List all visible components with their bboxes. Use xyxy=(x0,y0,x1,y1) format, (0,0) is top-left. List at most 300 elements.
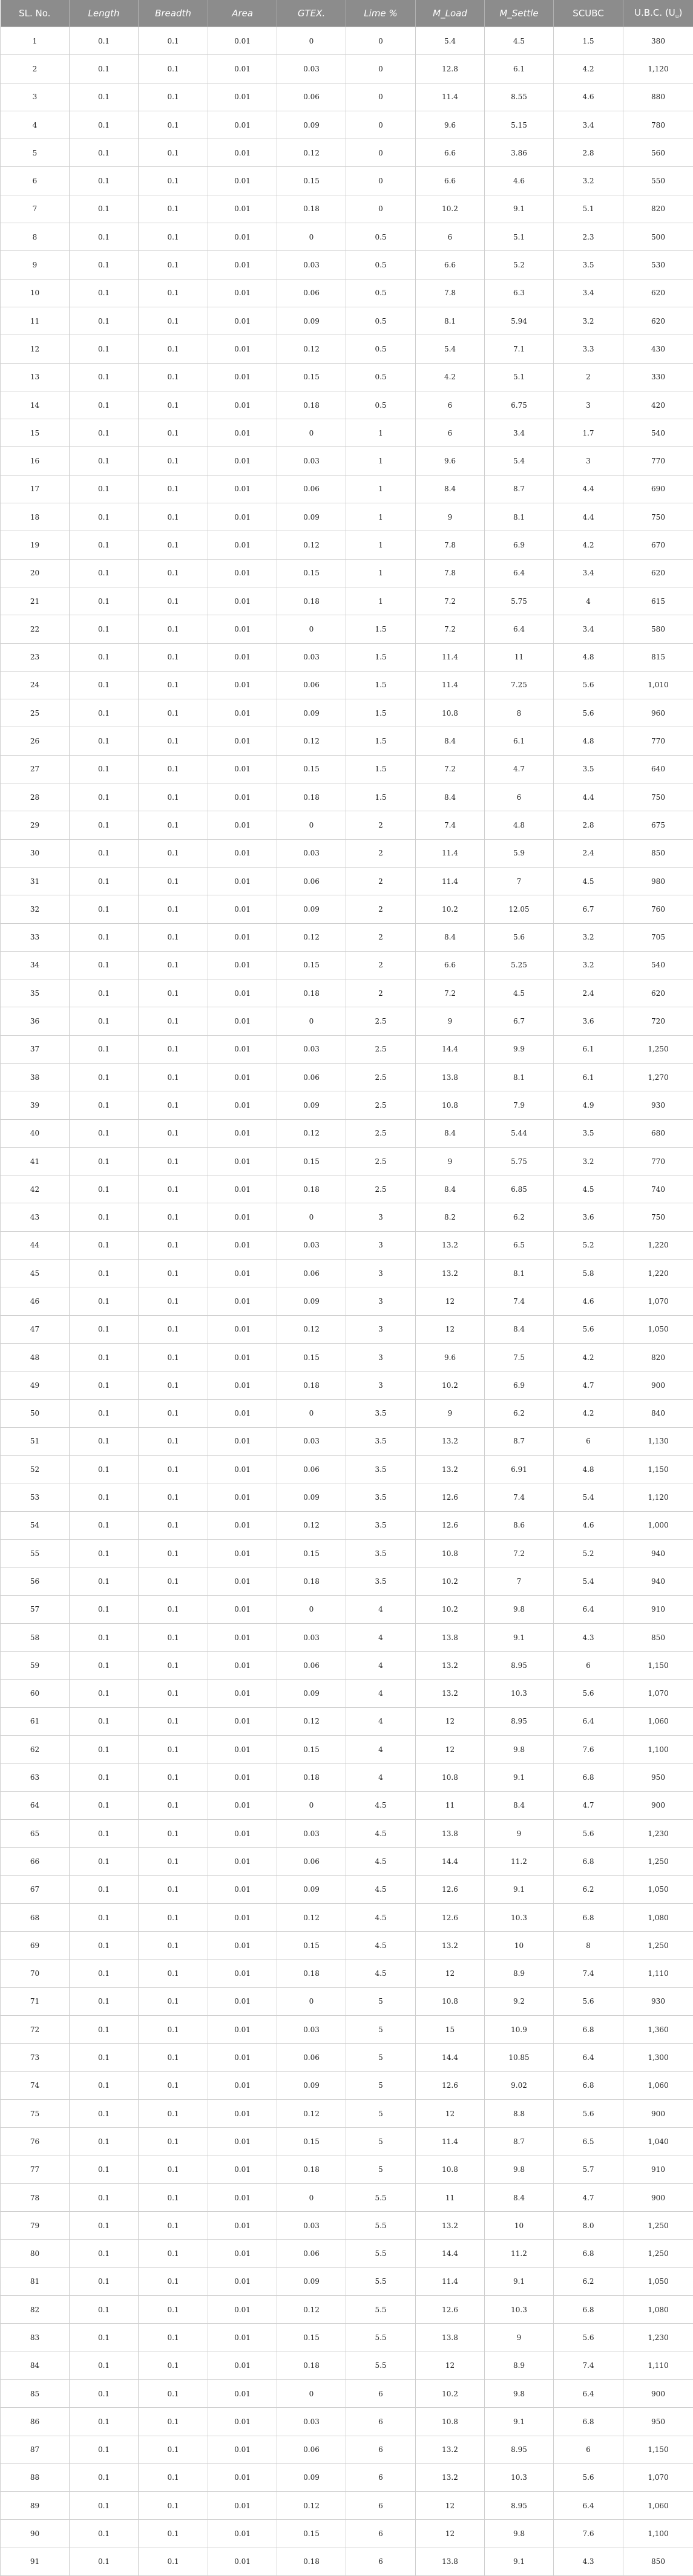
cell-breadth: 0.1 xyxy=(139,223,208,251)
table-row xyxy=(1,1035,693,1063)
cell-m-settle: 8.8 xyxy=(485,2099,554,2127)
cell-ubc: 1,250 xyxy=(623,2240,693,2267)
table-row xyxy=(1,2548,693,2575)
table-row xyxy=(1,1875,693,1903)
cell-length: 0.1 xyxy=(70,979,139,1007)
cell-scubc: 7.6 xyxy=(554,2520,623,2548)
cell-area: 0.01 xyxy=(208,1820,277,1848)
cell-lime-percent: 1.5 xyxy=(346,755,416,783)
cell-ubc: 750 xyxy=(623,783,693,811)
cell-ubc: 1,100 xyxy=(623,1736,693,1764)
cell-breadth: 0.1 xyxy=(139,783,208,811)
cell-gtex: 0.18 xyxy=(277,1175,346,1203)
cell-gtex: 0.18 xyxy=(277,2548,346,2575)
cell-lime-percent: 4.5 xyxy=(346,1960,416,1987)
cell-breadth: 0.1 xyxy=(139,2520,208,2548)
cell-breadth: 0.1 xyxy=(139,1343,208,1371)
cell-m-settle: 7.4 xyxy=(485,1483,554,1511)
cell-sl-no: 75 xyxy=(1,2099,70,2127)
cell-lime-percent: 4 xyxy=(346,1652,416,1679)
cell-m-load: 13.8 xyxy=(416,2548,485,2575)
cell-m-settle: 11.2 xyxy=(485,1848,554,1875)
table-row xyxy=(1,1399,693,1427)
cell-sl-no: 73 xyxy=(1,2044,70,2071)
cell-ubc: 680 xyxy=(623,1119,693,1147)
cell-breadth: 0.1 xyxy=(139,811,208,839)
cell-breadth: 0.1 xyxy=(139,1456,208,1483)
cell-ubc: 1,100 xyxy=(623,2520,693,2548)
cell-gtex: 0.03 xyxy=(277,839,346,867)
cell-m-settle: 6.4 xyxy=(485,615,554,643)
cell-gtex: 0.09 xyxy=(277,111,346,139)
table-row xyxy=(1,1091,693,1119)
cell-lime-percent: 0 xyxy=(346,195,416,223)
header-sl-no: SL. No. xyxy=(1,0,70,27)
cell-length: 0.1 xyxy=(70,1987,139,2015)
cell-length: 0.1 xyxy=(70,2379,139,2407)
cell-lime-percent: 3 xyxy=(346,1260,416,1287)
cell-scubc: 3.3 xyxy=(554,335,623,363)
cell-m-load: 6.6 xyxy=(416,951,485,979)
cell-m-load: 14.4 xyxy=(416,2044,485,2071)
cell-lime-percent: 1 xyxy=(346,587,416,615)
table-row xyxy=(1,307,693,335)
cell-gtex: 0.12 xyxy=(277,923,346,951)
cell-length: 0.1 xyxy=(70,55,139,83)
cell-length: 0.1 xyxy=(70,335,139,363)
table-row xyxy=(1,1764,693,1791)
cell-length: 0.1 xyxy=(70,1007,139,1035)
cell-ubc: 1,040 xyxy=(623,2128,693,2156)
cell-ubc: 1,060 xyxy=(623,2071,693,2099)
cell-m-load: 5.4 xyxy=(416,335,485,363)
cell-sl-no: 7 xyxy=(1,195,70,223)
cell-m-settle: 10.3 xyxy=(485,1903,554,1931)
cell-area: 0.01 xyxy=(208,811,277,839)
cell-sl-no: 56 xyxy=(1,1568,70,1595)
cell-scubc: 6.4 xyxy=(554,2044,623,2071)
cell-sl-no: 69 xyxy=(1,1932,70,1960)
cell-m-settle: 7.25 xyxy=(485,671,554,699)
cell-m-load: 10.8 xyxy=(416,2156,485,2183)
cell-m-load: 13.2 xyxy=(416,1932,485,1960)
cell-m-load: 10.2 xyxy=(416,195,485,223)
cell-m-settle: 4.7 xyxy=(485,755,554,783)
cell-ubc: 430 xyxy=(623,335,693,363)
cell-length: 0.1 xyxy=(70,1791,139,1819)
cell-m-settle: 9 xyxy=(485,2324,554,2352)
table-row xyxy=(1,1315,693,1343)
cell-sl-no: 21 xyxy=(1,587,70,615)
cell-area: 0.01 xyxy=(208,2436,277,2463)
cell-m-settle: 9.1 xyxy=(485,1764,554,1791)
cell-area: 0.01 xyxy=(208,1315,277,1343)
cell-breadth: 0.1 xyxy=(139,2379,208,2407)
cell-ubc: 940 xyxy=(623,1568,693,1595)
cell-length: 0.1 xyxy=(70,643,139,671)
table-row xyxy=(1,1147,693,1175)
cell-area: 0.01 xyxy=(208,2099,277,2127)
cell-ubc: 540 xyxy=(623,419,693,447)
cell-ubc: 1,230 xyxy=(623,2324,693,2352)
table-row xyxy=(1,139,693,167)
cell-gtex: 0.18 xyxy=(277,1960,346,1987)
cell-sl-no: 5 xyxy=(1,139,70,167)
cell-m-load: 9 xyxy=(416,1399,485,1427)
cell-breadth: 0.1 xyxy=(139,2352,208,2379)
cell-area: 0.01 xyxy=(208,2071,277,2099)
cell-sl-no: 82 xyxy=(1,2296,70,2324)
cell-ubc: 1,070 xyxy=(623,1679,693,1707)
cell-breadth: 0.1 xyxy=(139,1511,208,1539)
cell-m-settle: 8.95 xyxy=(485,1652,554,1679)
cell-breadth: 0.1 xyxy=(139,1568,208,1595)
cell-ubc: 850 xyxy=(623,2548,693,2575)
table-row xyxy=(1,2492,693,2520)
cell-area: 0.01 xyxy=(208,1791,277,1819)
cell-area: 0.01 xyxy=(208,2128,277,2156)
cell-lime-percent: 2.5 xyxy=(346,1147,416,1175)
cell-m-load: 12.6 xyxy=(416,1903,485,1931)
cell-gtex: 0.09 xyxy=(277,503,346,531)
cell-length: 0.1 xyxy=(70,1343,139,1371)
cell-m-settle: 6.2 xyxy=(485,1203,554,1231)
cell-lime-percent: 2.5 xyxy=(346,1175,416,1203)
cell-m-settle: 9.1 xyxy=(485,195,554,223)
cell-scubc: 2.8 xyxy=(554,139,623,167)
cell-m-settle: 6.75 xyxy=(485,391,554,419)
cell-m-settle: 4.6 xyxy=(485,167,554,195)
cell-lime-percent: 0 xyxy=(346,167,416,195)
cell-lime-percent: 1.5 xyxy=(346,783,416,811)
cell-area: 0.01 xyxy=(208,279,277,307)
cell-area: 0.01 xyxy=(208,1679,277,1707)
cell-m-load: 12.6 xyxy=(416,1511,485,1539)
cell-lime-percent: 1 xyxy=(346,419,416,447)
table-row xyxy=(1,1707,693,1735)
header-length: Length xyxy=(70,0,139,27)
cell-lime-percent: 6 xyxy=(346,2463,416,2491)
cell-length: 0.1 xyxy=(70,1287,139,1315)
cell-scubc: 3.2 xyxy=(554,923,623,951)
cell-length: 0.1 xyxy=(70,1231,139,1259)
header-lime-percent: Lime % xyxy=(346,0,416,27)
cell-breadth: 0.1 xyxy=(139,2044,208,2071)
cell-m-load: 11.4 xyxy=(416,839,485,867)
cell-lime-percent: 2 xyxy=(346,923,416,951)
cell-sl-no: 64 xyxy=(1,1791,70,1819)
table-row xyxy=(1,979,693,1007)
cell-sl-no: 85 xyxy=(1,2379,70,2407)
cell-area: 0.01 xyxy=(208,1623,277,1651)
cell-breadth: 0.1 xyxy=(139,2099,208,2127)
cell-ubc: 1,110 xyxy=(623,2352,693,2379)
cell-breadth: 0.1 xyxy=(139,923,208,951)
cell-m-settle: 5.1 xyxy=(485,363,554,391)
cell-lime-percent: 4 xyxy=(346,1764,416,1791)
cell-sl-no: 3 xyxy=(1,83,70,111)
cell-m-load: 12 xyxy=(416,2352,485,2379)
cell-m-settle: 6.4 xyxy=(485,559,554,587)
cell-ubc: 820 xyxy=(623,195,693,223)
cell-area: 0.01 xyxy=(208,2379,277,2407)
cell-lime-percent: 4.5 xyxy=(346,1820,416,1848)
cell-sl-no: 44 xyxy=(1,1231,70,1259)
cell-gtex: 0.15 xyxy=(277,167,346,195)
cell-gtex: 0.15 xyxy=(277,2520,346,2548)
cell-sl-no: 43 xyxy=(1,1203,70,1231)
cell-length: 0.1 xyxy=(70,2492,139,2520)
table-row xyxy=(1,1007,693,1035)
cell-breadth: 0.1 xyxy=(139,195,208,223)
cell-m-settle: 7.5 xyxy=(485,1343,554,1371)
cell-lime-percent: 5.5 xyxy=(346,2183,416,2211)
table-body xyxy=(1,27,693,2576)
cell-m-load: 10.8 xyxy=(416,1987,485,2015)
cell-gtex: 0.18 xyxy=(277,1764,346,1791)
cell-breadth: 0.1 xyxy=(139,1483,208,1511)
cell-ubc: 1,060 xyxy=(623,1707,693,1735)
cell-m-load: 7.4 xyxy=(416,811,485,839)
cell-scubc: 3.4 xyxy=(554,279,623,307)
cell-m-load: 13.2 xyxy=(416,2212,485,2240)
cell-gtex: 0.15 xyxy=(277,1343,346,1371)
cell-gtex: 0.03 xyxy=(277,2408,346,2436)
cell-ubc: 910 xyxy=(623,1595,693,1623)
cell-lime-percent: 1.5 xyxy=(346,699,416,727)
cell-breadth: 0.1 xyxy=(139,1903,208,1931)
cell-sl-no: 66 xyxy=(1,1848,70,1875)
cell-gtex: 0.06 xyxy=(277,2436,346,2463)
cell-sl-no: 6 xyxy=(1,167,70,195)
cell-m-settle: 7 xyxy=(485,1568,554,1595)
cell-ubc: 640 xyxy=(623,755,693,783)
cell-breadth: 0.1 xyxy=(139,1987,208,2015)
cell-breadth: 0.1 xyxy=(139,1091,208,1119)
cell-area: 0.01 xyxy=(208,2408,277,2436)
cell-m-load: 12 xyxy=(416,1736,485,1764)
cell-area: 0.01 xyxy=(208,27,277,55)
cell-gtex: 0.03 xyxy=(277,2212,346,2240)
cell-area: 0.01 xyxy=(208,2016,277,2044)
cell-gtex: 0.12 xyxy=(277,1315,346,1343)
cell-length: 0.1 xyxy=(70,1091,139,1119)
cell-gtex: 0 xyxy=(277,27,346,55)
cell-sl-no: 60 xyxy=(1,1679,70,1707)
cell-ubc: 1,000 xyxy=(623,1511,693,1539)
cell-sl-no: 42 xyxy=(1,1175,70,1203)
cell-breadth: 0.1 xyxy=(139,55,208,83)
cell-m-settle: 8.95 xyxy=(485,2492,554,2520)
cell-scubc: 6.8 xyxy=(554,1848,623,1875)
table-row xyxy=(1,251,693,279)
cell-m-settle: 9.9 xyxy=(485,1035,554,1063)
cell-m-settle: 5.94 xyxy=(485,307,554,335)
cell-length: 0.1 xyxy=(70,1707,139,1735)
cell-m-settle: 8.7 xyxy=(485,2128,554,2156)
cell-scubc: 4.2 xyxy=(554,531,623,559)
cell-area: 0.01 xyxy=(208,1652,277,1679)
cell-gtex: 0.06 xyxy=(277,1848,346,1875)
cell-m-settle: 9.1 xyxy=(485,2548,554,2575)
cell-length: 0.1 xyxy=(70,363,139,391)
cell-lime-percent: 5 xyxy=(346,2044,416,2071)
cell-sl-no: 40 xyxy=(1,1119,70,1147)
table-row xyxy=(1,1623,693,1651)
cell-sl-no: 58 xyxy=(1,1623,70,1651)
cell-breadth: 0.1 xyxy=(139,1932,208,1960)
cell-m-load: 9 xyxy=(416,1007,485,1035)
cell-m-settle: 5.75 xyxy=(485,1147,554,1175)
cell-scubc: 5.2 xyxy=(554,1540,623,1568)
cell-length: 0.1 xyxy=(70,531,139,559)
cell-lime-percent: 3 xyxy=(346,1371,416,1399)
cell-m-settle: 9.1 xyxy=(485,2267,554,2295)
cell-gtex: 0 xyxy=(277,1007,346,1035)
cell-area: 0.01 xyxy=(208,867,277,895)
cell-m-settle: 9.8 xyxy=(485,2520,554,2548)
cell-gtex: 0.15 xyxy=(277,755,346,783)
cell-breadth: 0.1 xyxy=(139,1260,208,1287)
cell-length: 0.1 xyxy=(70,1903,139,1931)
cell-ubc: 930 xyxy=(623,1091,693,1119)
cell-length: 0.1 xyxy=(70,811,139,839)
cell-gtex: 0.12 xyxy=(277,2099,346,2127)
cell-ubc: 1,360 xyxy=(623,2016,693,2044)
table-row xyxy=(1,2408,693,2436)
cell-ubc: 1,060 xyxy=(623,2492,693,2520)
cell-m-settle: 3.86 xyxy=(485,139,554,167)
cell-area: 0.01 xyxy=(208,1540,277,1568)
cell-area: 0.01 xyxy=(208,1848,277,1875)
cell-area: 0.01 xyxy=(208,83,277,111)
cell-lime-percent: 2 xyxy=(346,979,416,1007)
cell-area: 0.01 xyxy=(208,671,277,699)
cell-ubc: 705 xyxy=(623,923,693,951)
cell-lime-percent: 1 xyxy=(346,531,416,559)
cell-gtex: 0.06 xyxy=(277,671,346,699)
cell-scubc: 2.4 xyxy=(554,839,623,867)
header-scubc: SCUBC xyxy=(554,0,623,27)
cell-m-load: 8.4 xyxy=(416,475,485,503)
cell-area: 0.01 xyxy=(208,1764,277,1791)
cell-breadth: 0.1 xyxy=(139,2492,208,2520)
cell-breadth: 0.1 xyxy=(139,1875,208,1903)
cell-m-settle: 5.1 xyxy=(485,223,554,251)
table-row xyxy=(1,1903,693,1931)
cell-m-load: 6.6 xyxy=(416,251,485,279)
cell-lime-percent: 2.5 xyxy=(346,1119,416,1147)
cell-ubc: 1,250 xyxy=(623,1848,693,1875)
cell-gtex: 0.03 xyxy=(277,1820,346,1848)
cell-breadth: 0.1 xyxy=(139,391,208,419)
cell-scubc: 4.3 xyxy=(554,1623,623,1651)
cell-area: 0.01 xyxy=(208,1231,277,1259)
cell-m-load: 11.4 xyxy=(416,867,485,895)
header-ubc-subscript: u xyxy=(675,14,679,20)
cell-gtex: 0.09 xyxy=(277,699,346,727)
cell-area: 0.01 xyxy=(208,1568,277,1595)
cell-scubc: 6 xyxy=(554,2436,623,2463)
cell-scubc: 5.6 xyxy=(554,699,623,727)
cell-area: 0.01 xyxy=(208,615,277,643)
cell-m-load: 12 xyxy=(416,1287,485,1315)
cell-area: 0.01 xyxy=(208,419,277,447)
table-row xyxy=(1,2324,693,2352)
cell-m-load: 10.8 xyxy=(416,699,485,727)
cell-lime-percent: 0 xyxy=(346,83,416,111)
cell-area: 0.01 xyxy=(208,755,277,783)
cell-gtex: 0.18 xyxy=(277,979,346,1007)
cell-area: 0.01 xyxy=(208,1343,277,1371)
cell-length: 0.1 xyxy=(70,671,139,699)
cell-m-load: 7.2 xyxy=(416,615,485,643)
cell-length: 0.1 xyxy=(70,1511,139,1539)
cell-area: 0.01 xyxy=(208,1903,277,1931)
cell-breadth: 0.1 xyxy=(139,867,208,895)
cell-ubc: 750 xyxy=(623,503,693,531)
cell-m-load: 8.2 xyxy=(416,1203,485,1231)
cell-breadth: 0.1 xyxy=(139,1371,208,1399)
cell-lime-percent: 5 xyxy=(346,2099,416,2127)
cell-length: 0.1 xyxy=(70,1119,139,1147)
cell-ubc: 850 xyxy=(623,1623,693,1651)
cell-sl-no: 36 xyxy=(1,1007,70,1035)
cell-ubc: 1,220 xyxy=(623,1260,693,1287)
cell-m-settle: 10.3 xyxy=(485,2296,554,2324)
cell-scubc: 6.8 xyxy=(554,1903,623,1931)
cell-scubc: 6.2 xyxy=(554,2267,623,2295)
cell-area: 0.01 xyxy=(208,1175,277,1203)
cell-m-load: 9 xyxy=(416,503,485,531)
cell-gtex: 0.09 xyxy=(277,1875,346,1903)
cell-sl-no: 25 xyxy=(1,699,70,727)
cell-sl-no: 22 xyxy=(1,615,70,643)
cell-length: 0.1 xyxy=(70,755,139,783)
cell-sl-no: 68 xyxy=(1,1903,70,1931)
cell-ubc: 720 xyxy=(623,1007,693,1035)
header-ubc-label: U.B.C. (U xyxy=(634,7,675,18)
cell-scubc: 5.4 xyxy=(554,1568,623,1595)
cell-m-load: 14.4 xyxy=(416,1035,485,1063)
cell-ubc: 900 xyxy=(623,1791,693,1819)
cell-length: 0.1 xyxy=(70,699,139,727)
table-row xyxy=(1,1231,693,1259)
cell-m-load: 11.4 xyxy=(416,83,485,111)
cell-m-load: 14.4 xyxy=(416,1848,485,1875)
cell-lime-percent: 5 xyxy=(346,2016,416,2044)
cell-ubc: 1,300 xyxy=(623,2044,693,2071)
cell-breadth: 0.1 xyxy=(139,1147,208,1175)
cell-breadth: 0.1 xyxy=(139,2436,208,2463)
cell-m-settle: 5.75 xyxy=(485,587,554,615)
cell-sl-no: 72 xyxy=(1,2016,70,2044)
cell-sl-no: 13 xyxy=(1,363,70,391)
cell-ubc: 900 xyxy=(623,2099,693,2127)
cell-length: 0.1 xyxy=(70,447,139,475)
cell-lime-percent: 1.5 xyxy=(346,615,416,643)
cell-ubc: 1,110 xyxy=(623,1960,693,1987)
cell-breadth: 0.1 xyxy=(139,1707,208,1735)
cell-lime-percent: 5.5 xyxy=(346,2267,416,2295)
cell-m-load: 9 xyxy=(416,1147,485,1175)
table-row xyxy=(1,1119,693,1147)
cell-sl-no: 30 xyxy=(1,839,70,867)
cell-lime-percent: 0.5 xyxy=(346,223,416,251)
cell-breadth: 0.1 xyxy=(139,363,208,391)
cell-m-settle: 7.1 xyxy=(485,335,554,363)
cell-sl-no: 71 xyxy=(1,1987,70,2015)
